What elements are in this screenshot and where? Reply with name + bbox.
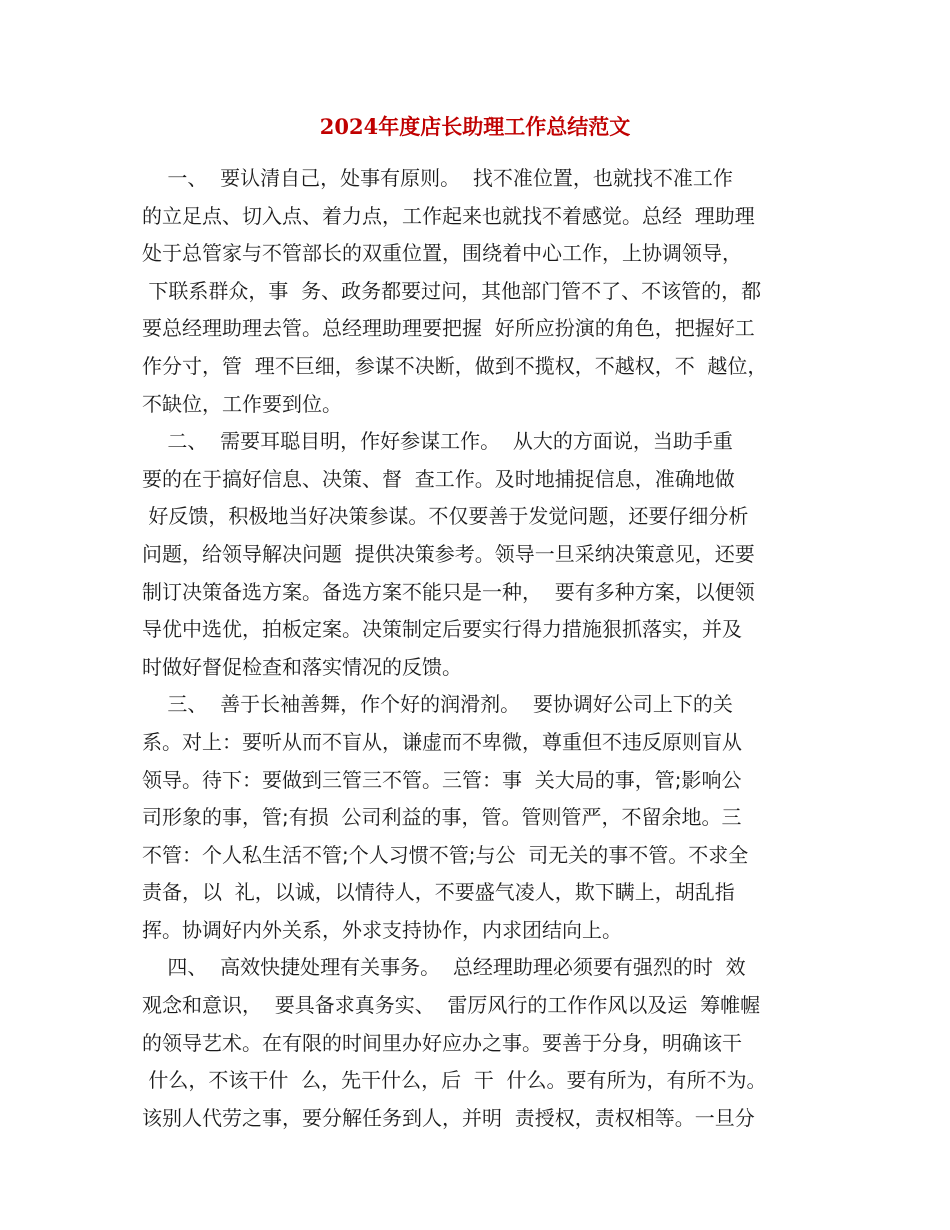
paragraph-line: 领导。待下：要做到三管三不管。三管：事 关大局的事，管;影响公 — [142, 767, 742, 792]
paragraph-2 — [142, 423, 812, 686]
paragraph-line: 二、 需要耳聪目明，作好参谋工作。 从大的方面说，当助手重 — [142, 429, 733, 454]
paragraph-line: 作分寸，管 理不巨细，参谋不决断，做到不揽权，不越权，不 越位， — [142, 353, 768, 378]
paragraph-line: 责备，以 礼，以诚，以情待人，不要盛气凌人，欺下瞒上，胡乱指 — [142, 880, 735, 905]
paragraph-line: 一、 要认清自己，处事有原则。 找不准位置，也就找不准工作 — [142, 166, 733, 190]
document-title: 2024年度店长助理工作总结范文 — [319, 114, 631, 139]
paragraph-line: 的立足点、切入点、着力点，工作起来也就找不着感觉。总经 理助理 — [142, 203, 755, 228]
paragraph-line: 处于总管家与不管部长的双重位置，围绕着中心工作，上协调领导， — [142, 241, 742, 266]
paragraph-line: 司形象的事，管;有损 公司利益的事，管。管则管严，不留余地。三 — [142, 805, 742, 830]
paragraph-line: 系。对上：要听从而不盲从，谦虚而不卑微，尊重但不违反原则盲从 — [142, 729, 742, 754]
paragraph-line: 问题，给领导解决问题 提供决策参考。领导一旦采纳决策意见，还要 — [142, 541, 755, 566]
paragraph-line: 挥。协调好内外关系，外求支持协作，内求团结向上。 — [142, 917, 622, 942]
paragraph-line: 观念和意识， 要具备求真务实、 雷厉风行的工作作风以及运 筹帷幄 — [142, 993, 761, 1018]
paragraph-line: 时做好督促检查和落实情况的反馈。 — [142, 654, 462, 679]
paragraph-line: 要总经理助理去管。总经理助理要把握 好所应扮演的角色，把握好工 — [142, 316, 755, 341]
paragraph-line: 不管：个人私生活不管;个人习惯不管;与公 司无关的事不管。不求全 — [142, 842, 749, 867]
document-body — [142, 160, 812, 1137]
paragraph-3 — [142, 686, 812, 949]
paragraph-line: 的领导艺术。在有限的时间里办好应办之事。要善于分身，明确该干 — [142, 1030, 742, 1055]
paragraph-1 — [142, 160, 812, 423]
paragraph-4 — [142, 949, 812, 1137]
paragraph-line: 该别人代劳之事，要分解任务到人，并明 责授权，责权相等。一旦分 — [142, 1105, 755, 1130]
paragraph-line: 导优中选优，拍板定案。决策制定后要实行得力措施狠抓落实，并及 — [142, 617, 742, 642]
paragraph-line: 什么，不该干什 么，先干什么，后 干 什么。要有所为，有所不为。 — [142, 1068, 767, 1093]
paragraph-line: 四、 高效快捷处理有关事务。 总经理助理必须要有强烈的时 效 — [142, 955, 746, 980]
paragraph-line: 下联系群众，事 务、政务都要过问，其他部门管不了、不该管的，都 — [142, 278, 762, 303]
paragraph-line: 制订决策备选方案。备选方案不能只是一种， 要有多种方案，以便领 — [142, 579, 755, 604]
paragraph-line: 三、 善于长袖善舞，作个好的润滑剂。 要协调好公司上下的关 — [142, 692, 733, 717]
paragraph-line: 不缺位，工作要到位。 — [142, 391, 342, 416]
paragraph-line: 要的在于搞好信息、决策、督 查工作。及时地捕捉信息，准确地做 — [142, 466, 735, 491]
paragraph-line: 好反馈，积极地当好决策参谋。不仅要善于发觉问题，还要仔细分析 — [142, 504, 749, 529]
